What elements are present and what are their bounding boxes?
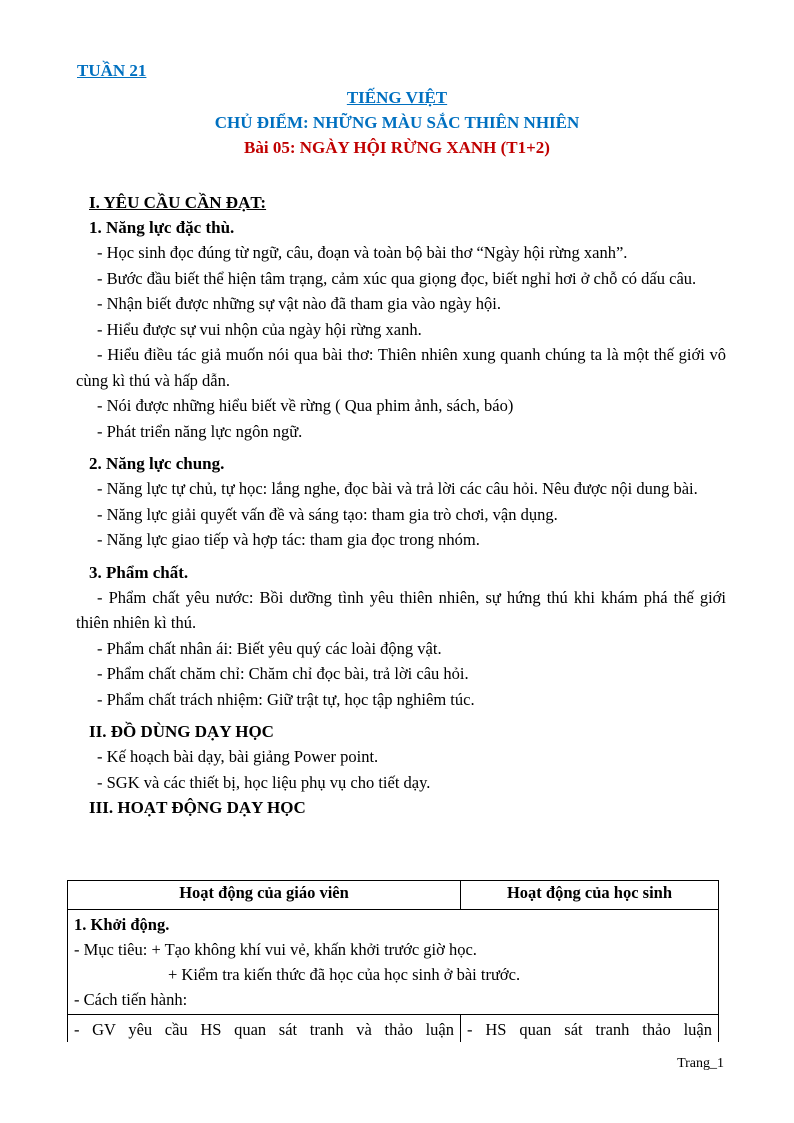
table-row [68,910,719,1015]
section1-heading: I. YÊU CẦU CẦN ĐẠT: [89,193,267,212]
sub2-heading: 2. Năng lực chung. [89,454,225,473]
warmup-goal: - Mục tiêu: + Tạo không khí vui vẻ, khấn khởi trước giờ học. [74,940,477,959]
activity-table [67,880,719,1045]
teacher-activity-cell [68,1015,461,1045]
page-cut [0,1042,794,1072]
sub1-item: - Nhận biết được những sự vật nào đã tham gia vào ngày hội. [97,294,501,313]
sub1-item: - Phát triển năng lực ngôn ngữ. [97,421,303,441]
sub1-item: - Hiểu được sự vui nhộn của ngày hội rừng xanh. [97,319,422,339]
sub3-item: - Phẩm chất trách nhiệm: Giữ trật tự, học tập nghiêm túc. [97,689,475,709]
theme-title: CHỦ ĐIỂM: NHỮNG MÀU SẮC THIÊN NHIÊN [214,113,580,132]
section2-item: - Kế hoạch bài dạy, bài giảng Power point. [97,747,379,766]
warmup-goal: + Kiểm tra kiến thức đã học của học sinh ở bài trước. [168,965,521,984]
table-row [68,1015,719,1045]
sub3-item: - Phẩm chất chăm chỉ: Chăm chỉ đọc bài, trả lời câu hỏi. [97,664,469,683]
sub1-item: - Bước đầu biết thể hiện tâm trạng, cảm xúc qua giọng đọc, biết nghỉ hơi ở chỗ có dấu câu. [97,268,697,288]
week-label: TUẦN 21 [77,61,147,80]
sub2-item: - Năng lực giao tiếp và hợp tác: tham gia đọc trong nhóm. [97,530,480,549]
sub3-item: - Phẩm chất nhân ái: Biết yêu quý các loài động vật. [97,638,442,658]
section2-item: - SGK và các thiết bị, học liệu phụ vụ cho tiết dạy. [97,772,431,792]
page-number: Trang_1 [677,1056,724,1071]
warmup-title: 1. Khởi động. [74,915,170,934]
table-header-row [68,881,719,910]
sub1-item: - Nói được những hiểu biết về rừng ( Qua phim ảnh, sách, báo) [97,396,514,415]
sub2-item: - Năng lực tự chủ, tự học: lắng nghe, đọc bài và trả lời các câu hỏi. Nêu được nội dung bài. [97,479,698,498]
section3-heading: III. HOẠT ĐỘNG DẠY HỌC [89,798,306,817]
lesson-content [76,190,726,820]
sub1-heading: 1. Năng lực đặc thù. [89,218,235,237]
sub2-item: - Năng lực giải quyết vấn đề và sáng tạo: tham gia trò chơi, vận dụng. [97,504,558,524]
sub1-item: - Hiểu điều tác giả muốn nói qua bài thơ: Thiên nhiên xung quanh chúng ta là một thế giới vô cùng kì thú và hấp dẫn. [76,345,726,390]
sub3-item: - Phẩm chất yêu nước: Bồi dưỡng tình yêu thiên nhiên, sự hứng thú khi khám phá thế giới thiên nhiên kì thú. [76,587,726,632]
warmup-cell [68,910,719,1015]
student-activity: - HS quan sát tranh thảo luận [467,1020,712,1039]
student-column-header: Hoạt động của học sinh [461,881,719,910]
sub1-item: - Học sinh đọc đúng từ ngữ, câu, đoạn và toàn bộ bài thơ “Ngày hội rừng xanh”. [97,243,628,262]
teacher-activity: - GV yêu cầu HS quan sát tranh và thảo luận [74,1020,454,1039]
warmup-method: - Cách tiến hành: [74,990,188,1009]
student-activity-cell [461,1015,719,1045]
section2-heading: II. ĐỒ DÙNG DẠY HỌC [89,722,274,741]
lesson-title: Bài 05: NGÀY HỘI RỪNG XANH (T1+2) [244,138,550,157]
sub3-heading: 3. Phẩm chất. [89,562,189,582]
teacher-column-header: Hoạt động của giáo viên [68,881,461,910]
subject-title: TIẾNG VIỆT [346,88,448,107]
